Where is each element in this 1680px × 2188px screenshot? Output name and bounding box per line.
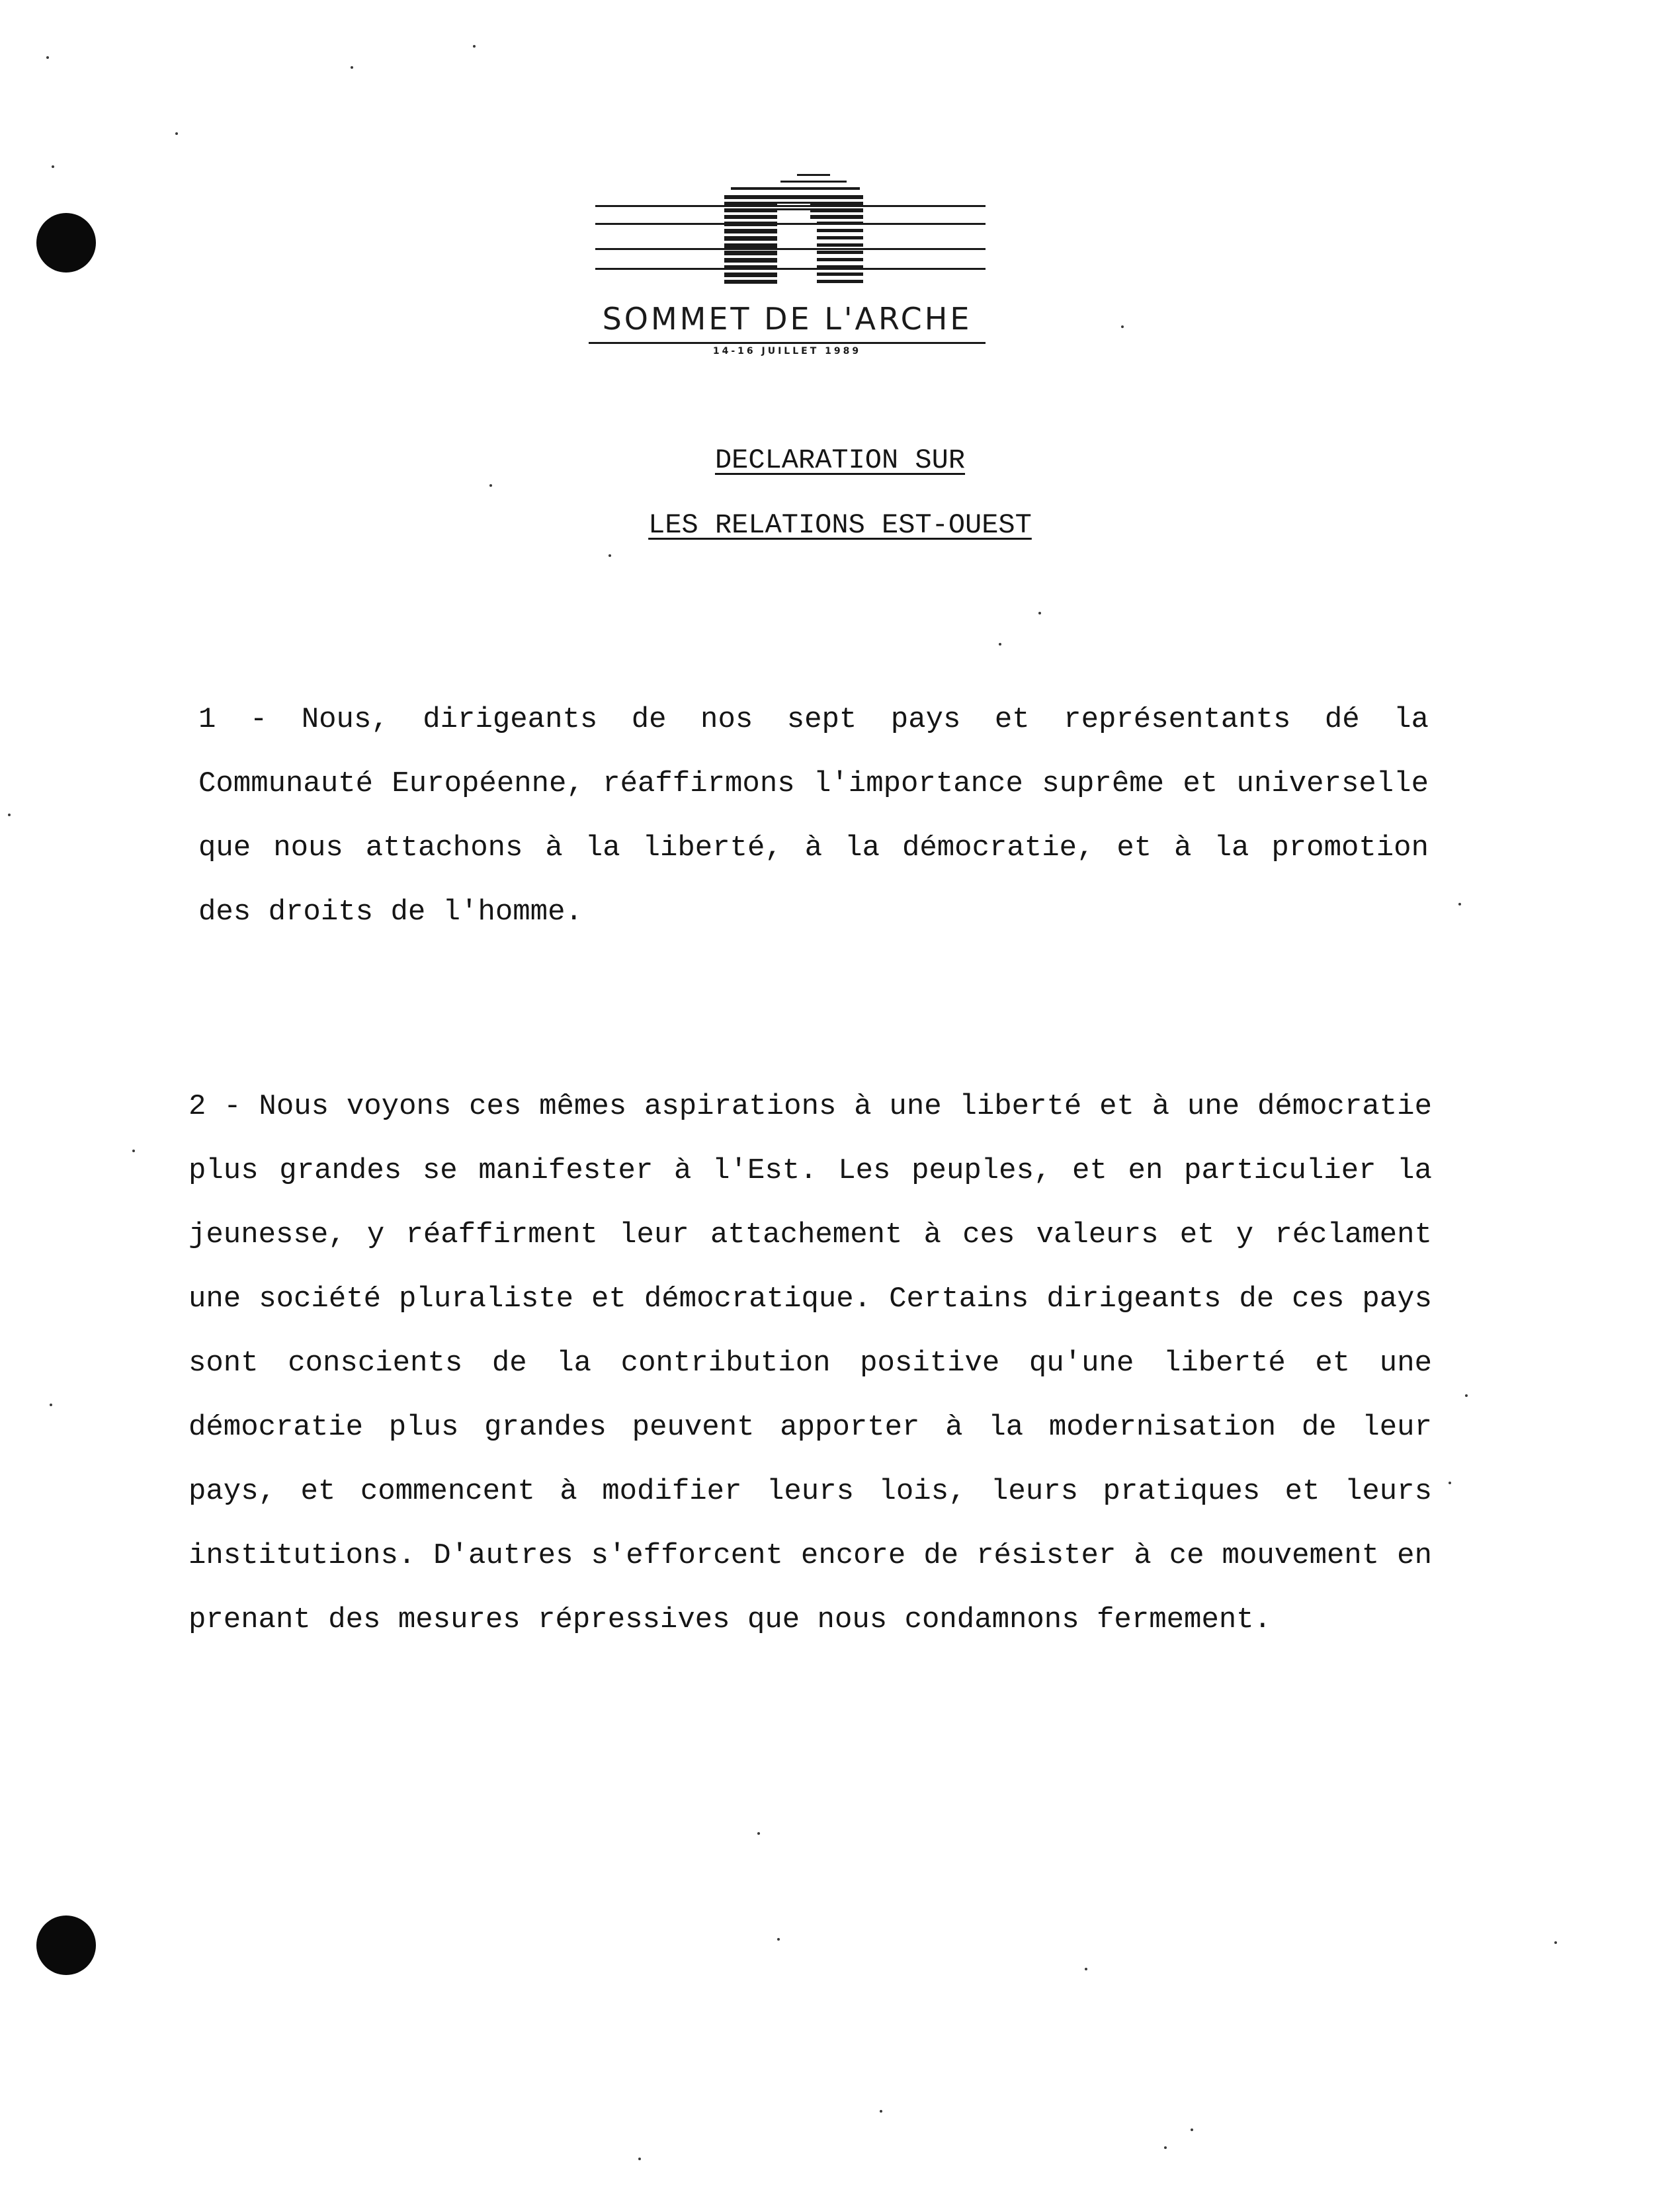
- scan-speck: [1085, 1968, 1087, 1970]
- scan-speck: [473, 45, 476, 48]
- scan-speck: [1164, 2146, 1167, 2149]
- scan-speck: [52, 165, 54, 168]
- scan-speck: [999, 643, 1001, 646]
- scan-speck: [1121, 325, 1124, 328]
- punch-hole-bottom: [36, 1915, 96, 1975]
- scan-speck: [777, 1938, 780, 1941]
- scan-speck: [1191, 2128, 1193, 2131]
- scan-speck: [1458, 903, 1461, 905]
- scan-speck: [1449, 1482, 1451, 1484]
- scan-speck: [638, 2158, 641, 2160]
- punch-hole-top: [36, 213, 96, 273]
- scan-speck: [1465, 1394, 1468, 1397]
- logo-divider: [589, 342, 986, 344]
- document-title-line-2: LES RELATIONS EST-OUEST: [648, 509, 1032, 541]
- logo-date: 14-16 JUILLET 1989: [712, 346, 862, 357]
- scan-speck: [880, 2110, 882, 2113]
- scan-speck: [175, 132, 178, 135]
- scan-speck: [351, 66, 353, 69]
- paragraph-2: 2 - Nous voyons ces mêmes aspirations à une liberté et à une démocratie plus grandes se manifester à l'Est. Les peuples, et en particulier la jeunesse, y réaffirment leur attachement à ces valeurs et y réclament une société pluraliste et démocratique. Certains dirigeants de ces pays sont conscients de la contribution positive qu'une liberté et une démocratie plus grandes peuvent apporter à la modernisation de leur pays, et commencent à modifier leurs lois, leurs pratiques et leurs institutions. D'autres s'efforcent encore de résister à ce mouvement en prenant des mesures répressives que nous condamnons fermement.: [189, 1090, 1432, 1636]
- scan-speck: [609, 554, 611, 557]
- logo-title: SOMMET DE L'ARCHE: [602, 301, 972, 337]
- summit-logo: [589, 169, 986, 367]
- scan-speck: [8, 814, 11, 816]
- scan-speck: [50, 1404, 52, 1406]
- scan-speck: [1038, 612, 1041, 614]
- scan-speck: [1554, 1941, 1557, 1944]
- scan-speck: [489, 484, 492, 487]
- document-title-line-1: DECLARATION SUR: [714, 444, 966, 476]
- scan-speck: [757, 1832, 760, 1835]
- paragraph-1: 1 - Nous, dirigeants de nos sept pays et représentants dé la Communauté Européenne, réaffirmons l'importance suprême et universelle que nous attachons à la liberté, à la démocratie, et à la promotion des droits de l'homme.: [198, 703, 1429, 929]
- arch-logo-icon: [589, 169, 986, 301]
- scan-speck: [46, 56, 49, 59]
- scan-speck: [132, 1150, 135, 1152]
